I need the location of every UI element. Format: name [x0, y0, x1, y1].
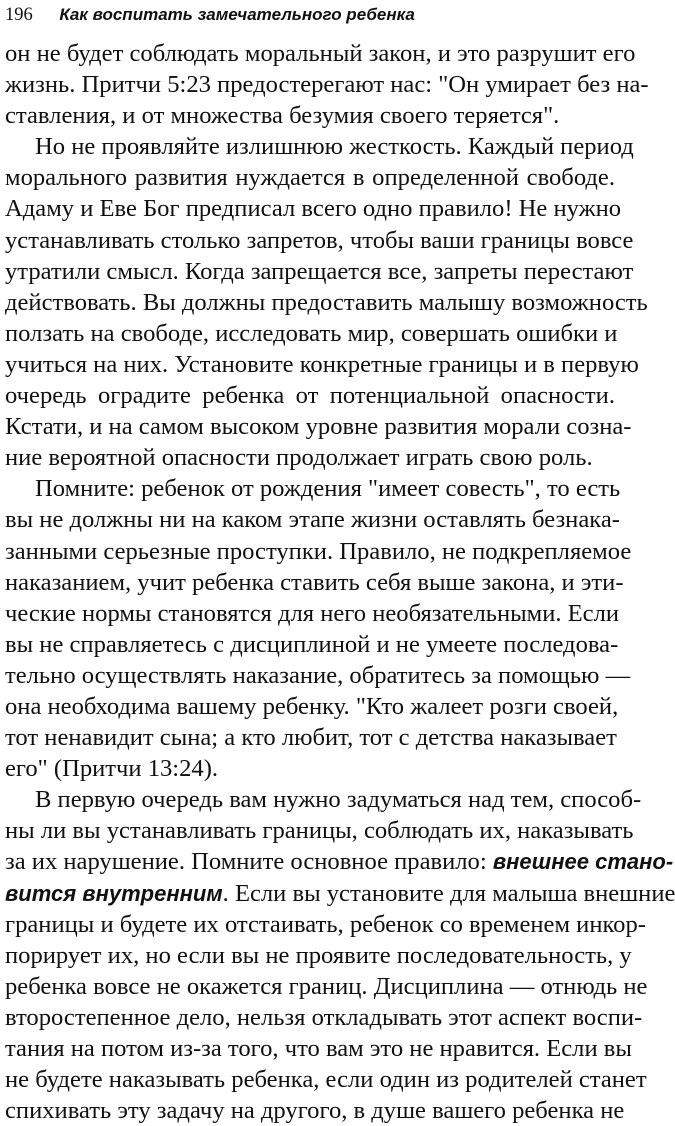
- text-line: границы и будете их отстаивать, ребенок со временем инкор-: [5, 910, 646, 938]
- text-line: занными серьезные проступки. Правило, не подкрепляемое: [5, 537, 632, 565]
- text-line: ползать на свободе, исследовать мир, совершать ошибки и: [5, 319, 618, 347]
- text-line: устанавливать столько запретов, чтобы ваши границы вовсе: [5, 226, 634, 254]
- text-line: вы не должны ни на каком этапе жизни оставлять безнака-: [5, 506, 620, 534]
- text-line: учиться на них. Установите конкретные границы и в первую: [5, 350, 639, 378]
- text-line: ребенка вовсе не окажется границ. Дисциплина — отнюдь не: [5, 972, 648, 1000]
- text-line: тельно осуществлять наказание, обратитесь за помощью —: [5, 661, 631, 689]
- text-line: второстепенное дело, нельзя откладывать этот аспект воспи-: [5, 1003, 643, 1031]
- text-line: ны ли вы устанавливать границы, соблюдать их, наказывать: [5, 817, 634, 845]
- text-line: его" (Притчи 13:24).: [5, 755, 219, 783]
- text-line: Но не проявляйте излишнюю жесткость. Каждый период: [35, 133, 634, 161]
- page-header: [5, 3, 415, 27]
- text-line: Кстати, и на самом высоком уровне развития морали созна-: [5, 413, 632, 441]
- text-line: он не будет соблюдать моральный закон, и это разрушит его: [5, 40, 636, 67]
- text-line: наказанием, учит ребенка ставить себя выше закона, и эти-: [5, 568, 624, 596]
- text-line: тания на потом из-за того, что вам это не нравится. Если вы: [5, 1035, 632, 1062]
- text-line-with-emphasis: [5, 846, 674, 877]
- text-line: морального развития нуждается в определенной свободе.: [5, 164, 615, 192]
- text-line: жизнь. Притчи 5:23 предостерегают нас: "Он умирает без на-: [5, 71, 649, 99]
- text-line: вы не справляетесь с дисциплиной и не умеете последова-: [5, 630, 619, 658]
- text-segment: . Если вы установите для малыша внешние: [222, 879, 675, 907]
- running-title: Как воспитать замечательного ребенка: [59, 5, 415, 24]
- text-line: не будете наказывать ребенка, если один из родителей станет: [5, 1066, 647, 1094]
- text-line: утратили смысл. Когда запрещается все, запреты перестают: [5, 257, 634, 285]
- body-text: [5, 38, 675, 1126]
- text-line: тот ненавидит сына; а кто любит, тот с детства наказывает: [5, 724, 617, 752]
- text-line: ние вероятной опасности продолжает играть свою роль.: [5, 444, 593, 472]
- text-line: ставления, и от множества безумия своего теряется".: [5, 102, 560, 130]
- text-line: ческие нормы становятся для него необязательными. Если: [5, 599, 620, 627]
- text-line: действовать. Вы должны предоставить малышу возможность: [5, 288, 648, 316]
- text-line: В первую очередь вам нужно задуматься над тем, способ-: [35, 786, 642, 814]
- text-line: Помните: ребенок от рождения "имеет совесть", то есть: [35, 475, 621, 503]
- text-line: порирует их, но если вы не проявите последовательность, у: [5, 941, 632, 969]
- text-line: Адаму и Еве Бог предписал всего одно правило! Не нужно: [5, 195, 622, 223]
- page-number: 196: [5, 5, 33, 25]
- text-segment: за их нарушение. Помните основное правило:: [5, 848, 487, 876]
- text-line: очередь оградите ребенка от потенциальной опасности.: [5, 382, 615, 410]
- text-line: она необходима вашему ребенку. "Кто жалеет розги своей,: [5, 692, 619, 720]
- text-line: спихивать эту задачу на другого, в душе вашего ребенка не: [5, 1097, 625, 1125]
- text-line-with-emphasis: [5, 878, 675, 909]
- emphasized-rule-continued: вится внутренним: [5, 880, 223, 906]
- emphasized-rule: внешнее стано-: [492, 849, 674, 875]
